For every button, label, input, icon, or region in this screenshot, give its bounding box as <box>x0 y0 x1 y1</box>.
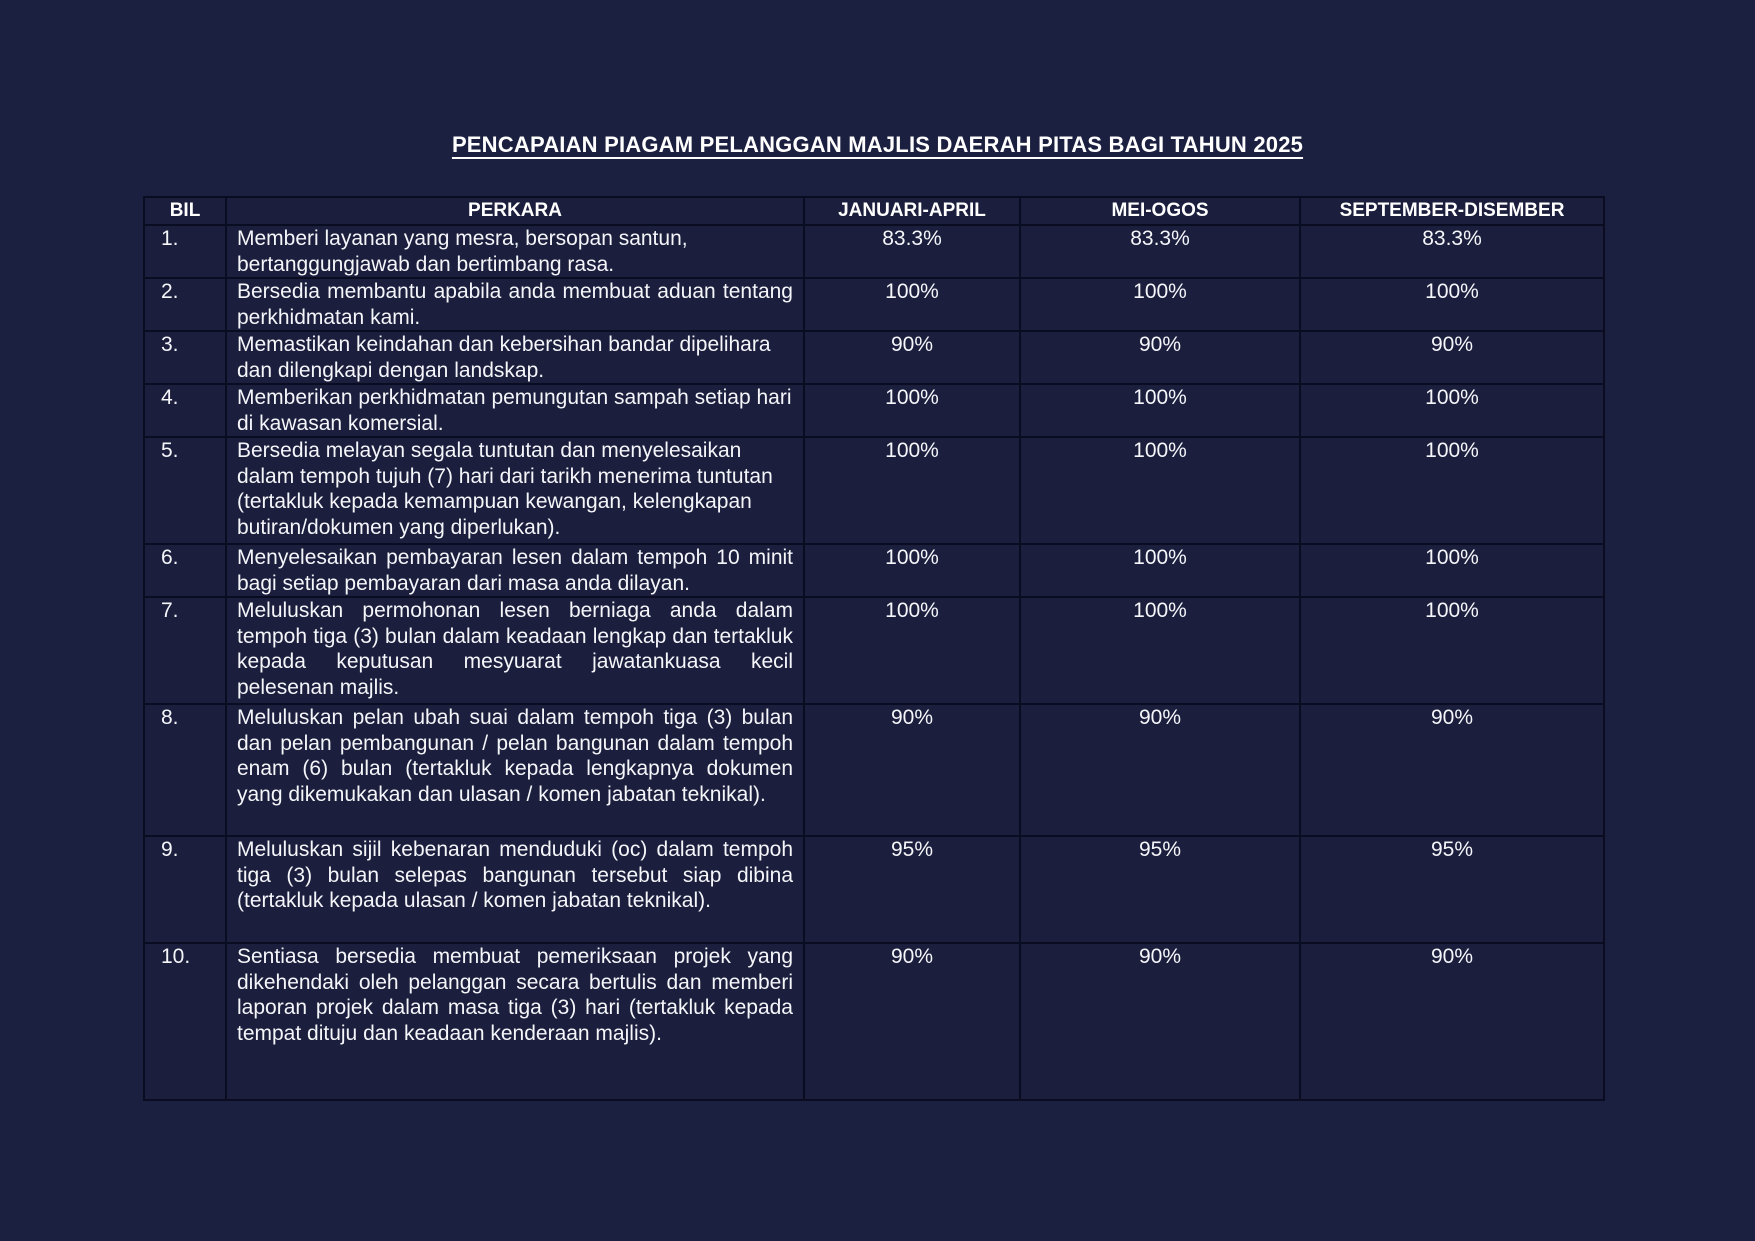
percentage-cell-sep-dis: 100% <box>1300 544 1604 597</box>
perkara-cell: Meluluskan permohonan lesen berniaga anda dalam tempoh tiga (3) bulan dalam keadaan lengkap dan tertakluk kepada keputusan mesyuarat jawatankuasa kecil pelesenan majlis. <box>226 597 804 704</box>
table-row <box>144 836 1604 943</box>
percentage-cell-mei-ogos: 100% <box>1020 437 1300 544</box>
table-header-row <box>144 197 1604 225</box>
percentage-cell-sep-dis: 100% <box>1300 278 1604 331</box>
percentage-cell-sep-dis: 100% <box>1300 597 1604 704</box>
row-number-cell: 5. <box>144 437 226 544</box>
percentage-cell-jan-apr: 90% <box>804 331 1020 384</box>
table-row <box>144 943 1604 1100</box>
percentage-cell-jan-apr: 100% <box>804 384 1020 437</box>
perkara-cell: Memberikan perkhidmatan pemungutan sampah setiap hari di kawasan komersial. <box>226 384 804 437</box>
percentage-cell-jan-apr: 90% <box>804 943 1020 1100</box>
column-header-perkara: PERKARA <box>226 197 804 225</box>
perkara-cell: Sentiasa bersedia membuat pemeriksaan projek yang dikehendaki oleh pelanggan secara bertulis dan memberi laporan projek dalam masa tiga (3) hari (tertakluk kepada tempat dituju dan keadaan kenderaan majlis). <box>226 943 804 1100</box>
table-row <box>144 544 1604 597</box>
perkara-cell: Menyelesaikan pembayaran lesen dalam tempoh 10 minit bagi setiap pembayaran dari masa anda dilayan. <box>226 544 804 597</box>
column-header-mei-ogos: MEI-OGOS <box>1020 197 1300 225</box>
row-number-cell: 2. <box>144 278 226 331</box>
percentage-cell-mei-ogos: 100% <box>1020 278 1300 331</box>
percentage-cell-jan-apr: 100% <box>804 544 1020 597</box>
percentage-cell-jan-apr: 83.3% <box>804 225 1020 278</box>
percentage-cell-mei-ogos: 90% <box>1020 331 1300 384</box>
percentage-cell-jan-apr: 95% <box>804 836 1020 943</box>
row-number-cell: 6. <box>144 544 226 597</box>
row-number-cell: 10. <box>144 943 226 1100</box>
row-number-cell: 3. <box>144 331 226 384</box>
perkara-cell: Memastikan keindahan dan kebersihan bandar dipelihara dan dilengkapi dengan landskap. <box>226 331 804 384</box>
percentage-cell-mei-ogos: 100% <box>1020 384 1300 437</box>
percentage-cell-sep-dis: 90% <box>1300 704 1604 836</box>
percentage-cell-sep-dis: 95% <box>1300 836 1604 943</box>
table-row <box>144 597 1604 704</box>
table-row <box>144 437 1604 544</box>
percentage-cell-jan-apr: 100% <box>804 278 1020 331</box>
percentage-cell-jan-apr: 100% <box>804 597 1020 704</box>
column-header-sep-dis: SEPTEMBER-DISEMBER <box>1300 197 1604 225</box>
percentage-cell-sep-dis: 100% <box>1300 384 1604 437</box>
percentage-cell-jan-apr: 90% <box>804 704 1020 836</box>
page-title: PENCAPAIAN PIAGAM PELANGGAN MAJLIS DAERAH PITAS BAGI TAHUN 2025 <box>451 132 1304 157</box>
table-row <box>144 384 1604 437</box>
percentage-cell-jan-apr: 100% <box>804 437 1020 544</box>
table-row <box>144 331 1604 384</box>
table-row <box>144 278 1604 331</box>
table-row <box>144 704 1604 836</box>
percentage-cell-mei-ogos: 100% <box>1020 597 1300 704</box>
column-header-bil: BIL <box>144 197 226 225</box>
percentage-cell-mei-ogos: 90% <box>1020 704 1300 836</box>
percentage-cell-mei-ogos: 100% <box>1020 544 1300 597</box>
percentage-cell-sep-dis: 90% <box>1300 331 1604 384</box>
percentage-cell-mei-ogos: 83.3% <box>1020 225 1300 278</box>
percentage-cell-sep-dis: 100% <box>1300 437 1604 544</box>
perkara-cell: Bersedia membantu apabila anda membuat aduan tentang perkhidmatan kami. <box>226 278 804 331</box>
percentage-cell-mei-ogos: 95% <box>1020 836 1300 943</box>
row-number-cell: 9. <box>144 836 226 943</box>
perkara-cell: Memberi layanan yang mesra, bersopan santun, bertanggungjawab dan bertimbang rasa. <box>226 225 804 278</box>
column-header-jan-apr: JANUARI-APRIL <box>804 197 1020 225</box>
row-number-cell: 4. <box>144 384 226 437</box>
row-number-cell: 7. <box>144 597 226 704</box>
perkara-cell: Meluluskan sijil kebenaran menduduki (oc) dalam tempoh tiga (3) bulan selepas bangunan tersebut siap dibina (tertakluk kepada ulasan / komen jabatan teknikal). <box>226 836 804 943</box>
percentage-cell-sep-dis: 90% <box>1300 943 1604 1100</box>
percentage-cell-sep-dis: 83.3% <box>1300 225 1604 278</box>
row-number-cell: 8. <box>144 704 226 836</box>
customer-charter-table <box>143 196 1605 1101</box>
table-row <box>144 225 1604 278</box>
perkara-cell: Meluluskan pelan ubah suai dalam tempoh tiga (3) bulan dan pelan pembangunan / pelan bangunan dalam tempoh enam (6) bulan (tertakluk kepada lengkapnya dokumen yang dikemukakan dan ulasan / komen jabatan teknikal). <box>226 704 804 836</box>
percentage-cell-mei-ogos: 90% <box>1020 943 1300 1100</box>
row-number-cell: 1. <box>144 225 226 278</box>
perkara-cell: Bersedia melayan segala tuntutan dan menyelesaikan dalam tempoh tujuh (7) hari dari tarikh menerima tuntutan (tertakluk kepada kemampuan kewangan, kelengkapan butiran/dokumen yang diperlukan). <box>226 437 804 544</box>
